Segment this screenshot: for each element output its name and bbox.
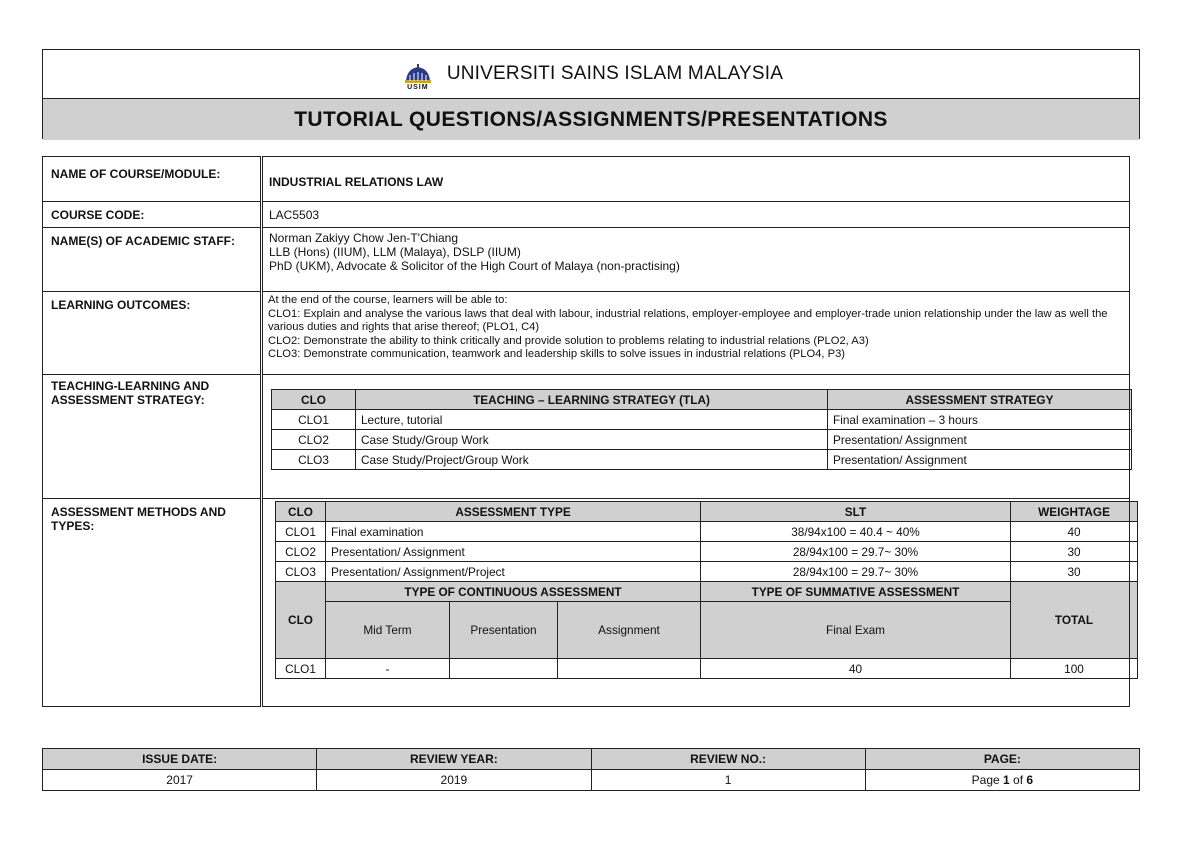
assessment-type: Presentation/ Assignment/Project [326,562,701,582]
review-year-header: REVIEW YEAR: [317,749,591,770]
page-prefix: Page [971,773,1004,787]
mosque-dome-icon [403,64,433,84]
assessment-type: Final examination [326,522,701,542]
academic-staff-row [43,228,1130,292]
assignment-header: Assignment [558,602,701,659]
university-logo [399,56,437,92]
continuous-assessment-header: TYPE OF CONTINUOUS ASSESSMENT [326,582,701,602]
breakdown-total: 100 [1011,659,1138,679]
breakdown-assignment [558,659,701,679]
table-row [276,522,1138,542]
tla-strategy: Case Study/Project/Group Work [356,450,828,470]
outcome-line: At the end of the course, learners will be able to: [268,294,508,306]
assessment-table [275,501,1138,679]
course-name-row [43,157,1130,202]
assessment-type-header-row [276,582,1138,602]
tla-assessment: Final examination – 3 hours [828,410,1132,430]
tla-clo: CLO2 [272,430,356,450]
footer-header-row [43,749,1140,770]
outcome-line: CLO1: Explain and analyse the various laws that deal with labour, industrial relations, employer-employee and employer-trade union relationship under the law as well the various duties and rights that arise thereof; (PLO1, C4) [268,307,1108,333]
assessment-cell [262,499,1130,707]
table-row [272,410,1132,430]
outcome-line: CLO3: Demonstrate communication, teamwork and leadership skills to solve issues in industrial relations (PLO4, P3) [268,348,846,360]
tla-header-row [272,390,1132,410]
course-info-table [42,156,1130,707]
course-name-value: INDUSTRIAL RELATIONS LAW [262,157,1130,202]
course-code-value: LAC5503 [262,202,1130,228]
assessment-header: CLO [276,502,326,522]
mid-term-header: Mid Term [326,602,450,659]
assessment-clo: CLO2 [276,542,326,562]
tla-assessment: Presentation/ Assignment [828,430,1132,450]
assessment-header: ASSESSMENT TYPE [326,502,701,522]
university-banner [43,50,1139,99]
tla-table [271,389,1132,470]
tla-cell [262,375,1130,499]
breakdown-clo: CLO1 [276,659,326,679]
total-header: TOTAL [1011,582,1138,659]
document-title: TUTORIAL QUESTIONS/ASSIGNMENTS/PRESENTATIONS [43,99,1139,140]
tla-clo: CLO3 [272,450,356,470]
university-name: UNIVERSITI SAINS ISLAM MALAYSIA [446,63,784,84]
assessment-slt: 28/94x100 = 29.7~ 30% [701,542,1011,562]
assessment-subheader-row [276,602,1138,659]
course-name-label: NAME OF COURSE/MODULE: [43,157,262,202]
page-total: 6 [1026,773,1034,787]
review-no-header: REVIEW NO.: [591,749,865,770]
document-footer [42,748,1140,791]
breakdown-final-exam: 40 [701,659,1011,679]
table-row [276,562,1138,582]
academic-staff-label: NAME(S) OF ACADEMIC STAFF: [43,228,262,292]
assessment-weightage: 30 [1011,542,1138,562]
tla-label: TEACHING-LEARNING AND ASSESSMENT STRATEGY: [43,375,262,499]
staff-line: PhD (UKM), Advocate & Solicitor of the High Court of Malaya (non-practising) [269,259,680,273]
presentation-header: Presentation [450,602,558,659]
learning-outcomes-label: LEARNING OUTCOMES: [43,292,262,375]
assessment-slt: 28/94x100 = 29.7~ 30% [701,562,1011,582]
breakdown-mid-term: - [326,659,450,679]
review-year-value: 2019 [317,770,591,791]
summative-assessment-header: TYPE OF SUMMATIVE ASSESSMENT [701,582,1011,602]
course-code-label: COURSE CODE: [43,202,262,228]
page-number: 1 [1003,773,1010,787]
course-code-row [43,202,1130,228]
table-row [276,542,1138,562]
assessment-type: Presentation/ Assignment [326,542,701,562]
assessment-label: ASSESSMENT METHODS AND TYPES: [43,499,262,707]
final-exam-header: Final Exam [701,602,1011,659]
page-header: PAGE: [865,749,1139,770]
tla-clo: CLO1 [272,410,356,430]
assessment-weightage: 40 [1011,522,1138,542]
outcome-line: CLO2: Demonstrate the ability to think critically and provide solution to problems relating to industrial relations (PLO2, A3) [268,334,869,347]
tla-header: TEACHING – LEARNING STRATEGY (TLA) [356,390,828,410]
review-no-value: 1 [591,770,865,791]
tla-header: CLO [272,390,356,410]
page-value [865,770,1139,791]
logo-text: USIM [407,84,429,91]
assessment-header: SLT [701,502,1011,522]
academic-staff-value [262,228,1130,292]
table-row [272,450,1132,470]
assessment-row [43,499,1130,707]
assessment-slt: 38/94x100 = 40.4 ~ 40% [701,522,1011,542]
breakdown-clo-header: CLO [276,582,326,659]
assessment-header-row [276,502,1138,522]
assessment-weightage: 30 [1011,562,1138,582]
tla-assessment: Presentation/ Assignment [828,450,1132,470]
assessment-header: WEIGHTAGE [1011,502,1138,522]
assessment-clo: CLO1 [276,522,326,542]
page-mid: of [1009,773,1027,787]
table-row [276,659,1138,679]
staff-line: Norman Zakiyy Chow Jen-T'Chiang [269,231,459,245]
tla-strategy: Lecture, tutorial [356,410,828,430]
staff-line: LLB (Hons) (IIUM), LLM (Malaya), DSLP (IIUM) [269,245,521,259]
learning-outcomes-value [262,292,1130,375]
learning-outcomes-row [43,292,1130,375]
tla-row [43,375,1130,499]
tla-strategy: Case Study/Group Work [356,430,828,450]
table-row [272,430,1132,450]
issue-date-value: 2017 [43,770,317,791]
document-header [42,49,1140,139]
breakdown-presentation [450,659,558,679]
assessment-clo: CLO3 [276,562,326,582]
issue-date-header: ISSUE DATE: [43,749,317,770]
tla-header: ASSESSMENT STRATEGY [828,390,1132,410]
footer-value-row [43,770,1140,791]
